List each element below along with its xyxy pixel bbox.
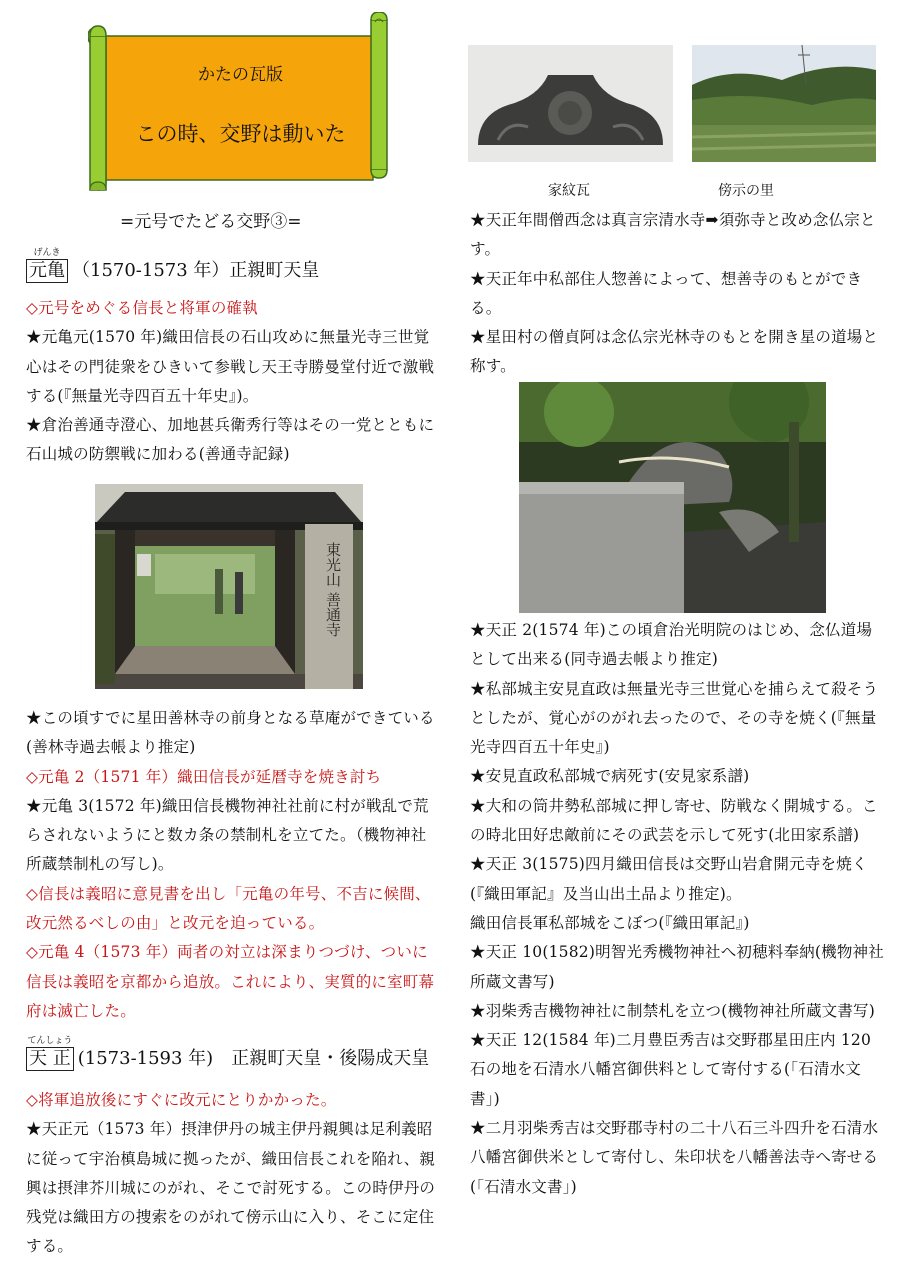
era-word-tensho bbox=[26, 1036, 74, 1071]
paragraph: ◇将軍追放後にすぐに改元にとりかかった。 bbox=[26, 1091, 337, 1109]
paragraph: ★天正年間僧西念は真言宗清水寺➡須弥寺と改め念仏宗とす。 bbox=[470, 211, 876, 259]
left-text-block-2 bbox=[26, 704, 438, 1026]
banner-title: この時、交野は動いた bbox=[135, 122, 346, 146]
paragraph: ★天正年中私部住人惣善によって、想善寺のもとができる。 bbox=[470, 269, 863, 317]
scroll-banner-shape bbox=[88, 12, 393, 194]
houji-village-photo bbox=[692, 45, 876, 162]
era-tensho: 天 正 bbox=[29, 1048, 71, 1069]
gate-sign: 東光山 善通寺 bbox=[324, 542, 342, 637]
paragraph: ★羽柴秀吉機物神社に制禁札を立つ(機物神社所蔵文書写) bbox=[470, 1001, 875, 1020]
paragraph: ★安見直政私部城で病死す(安見家系譜) bbox=[470, 767, 750, 786]
sacred-rock-illustration bbox=[519, 382, 826, 613]
left-text-block-3 bbox=[26, 1086, 438, 1262]
era-genki-years: （1570-1573 年）正親町天皇 bbox=[72, 260, 320, 281]
caption-kamon: 家紋瓦 bbox=[548, 183, 590, 199]
paragraph: ★二月羽柴秀吉は交野郡寺村の二十八石三斗四升を石清水八幡宮御供米として寄付し、朱印状を八幡善法寺へ寄せる(「石清水文書」) bbox=[470, 1119, 879, 1196]
era-heading-genki bbox=[26, 248, 320, 286]
paragraph: ◇元号をめぐる信長と将軍の確執 bbox=[26, 299, 258, 317]
sacred-rock-photo bbox=[519, 382, 826, 613]
temple-gate-photo bbox=[95, 484, 363, 689]
paragraph: ◇信長は義昭に意見書を出し「元亀の年号、不吉に候間、改元然るべしの由」と改元を迫っている。 bbox=[26, 884, 431, 933]
section-heading: =元号でたどる交野③= bbox=[120, 212, 302, 232]
title-banner bbox=[88, 12, 393, 194]
family-crest-tile-photo bbox=[468, 45, 673, 162]
paragraph: ★元亀 3(1572 年)織田信長機物神社社前に村が戦乱で荒らされないようにと数カ条の禁制札を立てた。（機物神社所蔵禁制札の写し)。 bbox=[26, 796, 429, 874]
ruby-genki: げんき bbox=[33, 248, 61, 258]
caption-houji: 傍示の里 bbox=[718, 183, 774, 199]
banner-subtitle: かたの瓦版 bbox=[198, 65, 283, 85]
left-text-block-1 bbox=[26, 294, 438, 470]
era-genki: 元亀 bbox=[29, 260, 65, 281]
paragraph: ★天正 12(1584 年)二月豊臣秀吉は交野郡星田庄内 120 石の地を石清水八幡宮御供料として寄付する(「石清水文書」) bbox=[470, 1031, 872, 1108]
right-text-block-2 bbox=[470, 616, 884, 1202]
right-text-block-1 bbox=[470, 206, 884, 382]
paragraph: ★私部城主安見直政は無量光寺三世覚心を捕らえて殺そうとしたが、覚心がのがれ去ったので、その寺を焼く(『無量光寺四百五十年史』) bbox=[470, 679, 879, 757]
paragraph: ★天正元（1573 年）摂津伊丹の城主伊丹親興は足利義昭に従って宇治槙島城に拠ったが、織田信長これを陥れ、親興は摂津芥川城にのがれ、そこで討死する。この時伊丹の残党は織田方の捜索をのがれて傍示山に入り、そこに定住する。 bbox=[26, 1120, 436, 1256]
paragraph: ★星田村の僧貞阿は念仏宗光林寺のもとを開き星の道場と称す。 bbox=[470, 328, 879, 376]
paragraph: ◇元亀 2（1571 年）織田信長が延暦寺を焼き討ち bbox=[26, 767, 382, 786]
era-word-genki bbox=[26, 248, 68, 283]
era-tensho-years: (1573-1593 年) 正親町天皇・後陽成天皇 bbox=[77, 1048, 430, 1069]
paragraph: ★元亀元(1570 年)織田信長の石山攻めに無量光寺三世覚心はその門徒衆をひきいて参戦し天王寺勝曼堂付近で激戦する(『無量光寺四百五十年史』)。 bbox=[26, 328, 435, 405]
paragraph: ★天正 10(1582)明智光秀機物神社へ初穂料奉納(機物神社所蔵文書写) bbox=[470, 943, 884, 991]
paragraph: ★この頃すでに星田善林寺の前身となる草庵ができている(善林寺過去帳より推定) bbox=[26, 709, 435, 757]
village-illustration bbox=[692, 45, 876, 162]
paragraph: ◇元亀 4（1573 年）両者の対立は深まりつづけ、ついに信長は義昭を京都から追放。これにより、実質的に室町幕府は滅亡した。 bbox=[26, 943, 435, 1020]
paragraph: 織田信長軍私部城をこぼつ(『織田軍記』) bbox=[470, 913, 750, 932]
paragraph: ★倉治善通寺澄心、加地甚兵衛秀行等はその一党とともに石山城の防禦戦に加わる(善通寺記録) bbox=[26, 416, 435, 464]
ruby-tensho: てんしょう bbox=[27, 1036, 73, 1046]
paragraph: ★天正 3(1575)四月織田信長は交野山岩倉開元寺を焼く(『織田軍記』及当山出土品より推定)。 bbox=[470, 855, 868, 903]
era-heading-tensho bbox=[26, 1036, 430, 1074]
paragraph: ★大和の筒井勢私部城に押し寄せ、防戦なく開城する。この時北田好忠敵前にその武芸を示して死す(北田家系譜) bbox=[470, 796, 878, 845]
roof-tile-illustration bbox=[468, 45, 673, 162]
paragraph: ★天正 2(1574 年)この頃倉治光明院のはじめ、念仏道場として出来る(同寺過去帳より推定) bbox=[470, 621, 873, 669]
